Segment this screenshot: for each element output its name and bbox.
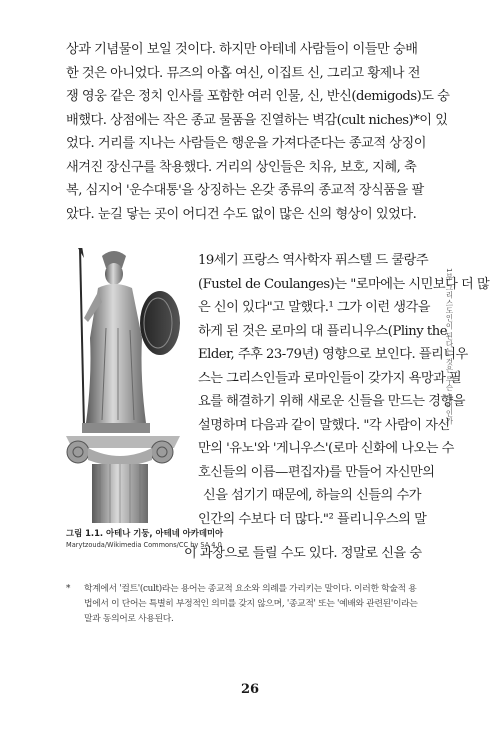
page-number: 26 bbox=[240, 682, 260, 697]
text-line: 호신들의 이름—편집자)를 만들어 자신만의 bbox=[198, 464, 435, 480]
text-line-last: 이 과장으로 들릴 수도 있다. 정말로 신을 숭 bbox=[184, 546, 422, 561]
text-line: 새겨진 장신구를 착용했다. 거리의 상인들은 치유, 보호, 지혜, 축 bbox=[66, 159, 417, 175]
text-line: 인간의 수보다 더 많다."² 플리니우스의 말 bbox=[198, 511, 427, 527]
text-line: 설명하며 다음과 같이 말했다. "각 사람이 자신 bbox=[198, 417, 450, 433]
text-line: 은 신이 있다"고 말했다.¹ 그가 이런 생각을 bbox=[198, 300, 431, 315]
text-line: 복, 심지어 '운수대통'을 상징하는 온갖 종류의 종교적 장식품을 팔 bbox=[66, 183, 424, 198]
text-line: 배했다. 상점에는 작은 종교 물품을 진열하는 벽감(cult niches)*이 있 bbox=[66, 112, 448, 128]
text-line: 한 것은 아니었다. 뮤즈의 아홉 여신, 이집트 신, 그리고 황제나 전 bbox=[66, 65, 420, 81]
text-line: 스는 그리스인들과 로마인들이 갖가지 욕망과 필 bbox=[198, 370, 462, 386]
text-line: 19세기 프랑스 역사학자 퓌스텔 드 쿨랑주 bbox=[198, 253, 429, 268]
text-line: 만의 '유노'와 '게니우스'(로마 신화에 나오는 수 bbox=[198, 441, 454, 456]
text-line: 쟁 영웅 같은 정치 인사를 포함한 여러 인물, 신, 반신(demigods)도 숭 bbox=[66, 89, 450, 104]
running-head: 1부 그리스도인이 된다는 것은 무슨 의미인가 bbox=[445, 268, 454, 425]
footnote bbox=[66, 582, 424, 627]
footnote-mark: * bbox=[66, 584, 71, 594]
text-line: (Fustel de Coulanges)는 "로마에는 시민보다 더 많 bbox=[198, 276, 490, 292]
caption-title: 그림 1.1. 아테나 기둥, 아테네 아카데미아 bbox=[66, 528, 224, 538]
text-line: 신을 섬기기 때문에, 하늘의 신들의 수가 bbox=[203, 488, 421, 503]
text-line: 하게 된 것은 로마의 대 플리니우스(Pliny the bbox=[198, 323, 447, 339]
text-line: 요를 해결하기 위해 새로운 신들을 만드는 경향을 bbox=[198, 394, 465, 409]
text-line: 았다. 눈길 닿는 곳이 어디건 수도 없이 많은 신의 형상이 있었다. bbox=[66, 206, 417, 222]
text-line: 었다. 거리를 지나는 사람들은 행운을 가져다준다는 종교적 상징이 bbox=[66, 136, 426, 151]
figure-caption bbox=[66, 527, 224, 551]
athena-statue-image bbox=[62, 248, 184, 523]
body-paragraph-top bbox=[66, 38, 450, 226]
text-line: 상과 기념물이 보일 것이다. 하지만 아테네 사람들이 이들만 숭배 bbox=[66, 42, 418, 57]
text-line: Elder, 주후 23-79년) 영향으로 보인다. 플리니우 bbox=[198, 347, 468, 362]
footnote-text: 학계에서 '컬트'(cult)라는 용어는 종교적 요소와 의례를 가리키는 말이다. 이러한 학술적 용법에서 이 단어는 특별히 부정적인 의미를 갖지 않으며, '종교적' 또는 '예배와 관련된'이라는 말과 동의어로 사용된다. bbox=[84, 584, 418, 624]
caption-credit: Marytzouda/Wikimedia Commons/CC by SA 4.0 bbox=[66, 541, 222, 549]
